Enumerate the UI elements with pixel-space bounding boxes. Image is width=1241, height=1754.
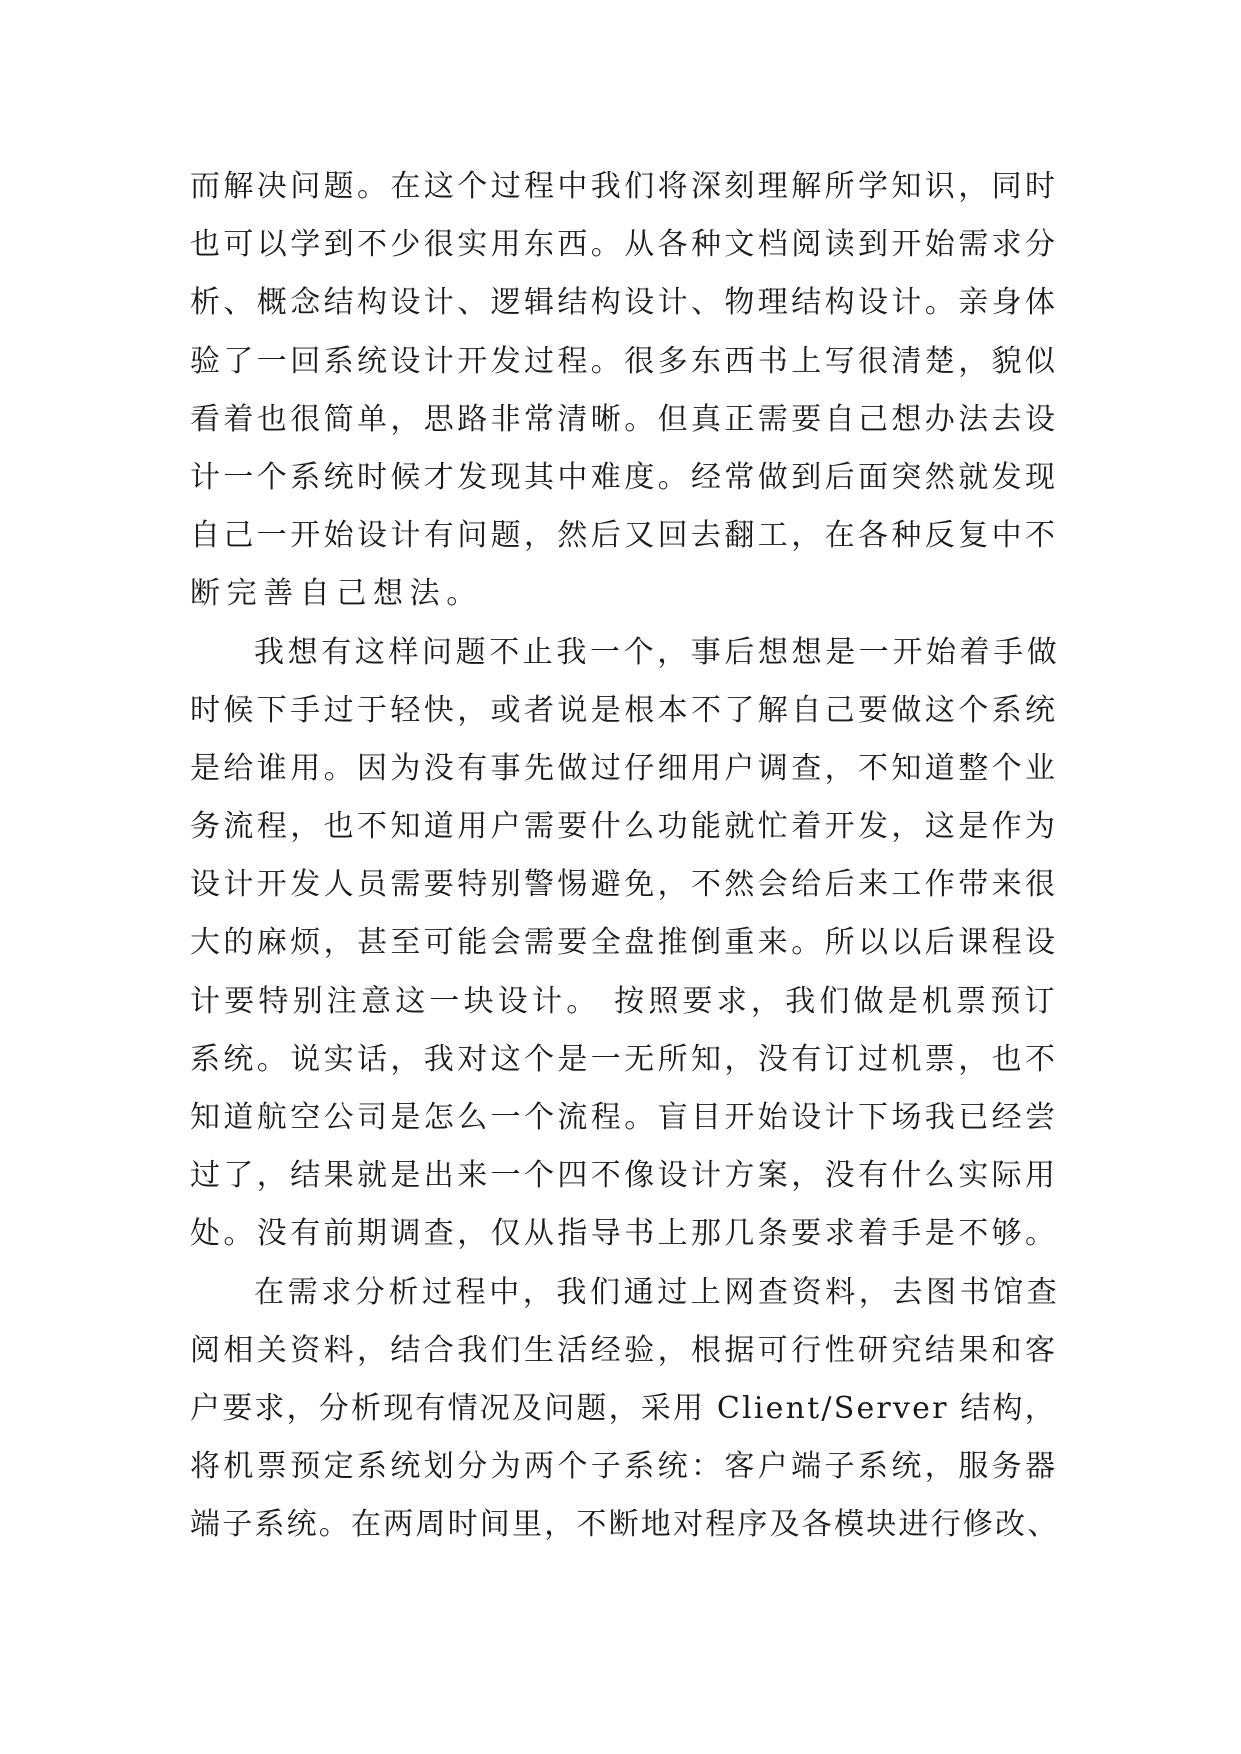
text-line: 设计开发人员需要特别警惕避免，不然会给后来工作带来很 — [190, 867, 1059, 903]
paragraph-start-line: 我想有这样问题不止我一个，事后想想是一开始着手做 — [254, 634, 1061, 670]
text-line: 端子系统。在两周时间里，不断地对程序及各模块进行修改、 — [190, 1507, 1060, 1543]
text-line: 将机票预定系统划分为两个子系统：客户端子系统，服务器 — [190, 1449, 1059, 1485]
text-line: 知道航空公司是怎么一个流程。盲目开始设计下场我已经尝 — [190, 1100, 1059, 1135]
paragraph-start-line: 在需求分析过程中，我们通过上网查资料，去图书馆查 — [254, 1274, 1061, 1310]
text-line: 大的麻烦，甚至可能会需要全盘推倒重来。所以以后课程设 — [190, 925, 1059, 961]
text-line: 而解决问题。在这个过程中我们将深刻理解所学知识，同时 — [190, 169, 1059, 204]
document-body — [190, 158, 1060, 1555]
text-line: 处。没有前期调查，仅从指导书上那几条要求着手是不够。 — [190, 1216, 1059, 1252]
text-line: 过了，结果就是出来一个四不像设计方案，没有什么实际用 — [190, 1158, 1059, 1194]
text-line: 计一个系统时候才发现其中难度。经常做到后面突然就发现 — [190, 459, 1059, 495]
text-line: 断完善自己想法。 — [190, 576, 483, 612]
text-line: 也可以学到不少很实用东西。从各种文档阅读到开始需求分 — [190, 227, 1059, 263]
text-line: 户要求，分析现有情况及问题，采用 Client/Server 结构， — [190, 1390, 1057, 1426]
text-line: 阅相关资料，结合我们生活经验，根据可行性研究结果和客 — [190, 1332, 1059, 1368]
text-line: 计要特别注意这一块设计。 按照要求，我们做是机票预订 — [190, 983, 1059, 1019]
text-line: 时候下手过于轻快，或者说是根本不了解自己要做这个系统 — [190, 692, 1059, 728]
text-line: 看着也很简单，思路非常清晰。但真正需要自己想办法去设 — [190, 401, 1059, 437]
text-line: 析、概念结构设计、逻辑结构设计、物理结构设计。亲身体 — [190, 285, 1059, 321]
text-line: 自己一开始设计有问题，然后又回去翻工，在各种反复中不 — [190, 518, 1059, 554]
text-line: 务流程，也不知道用户需要什么功能就忙着开发，这是作为 — [190, 809, 1059, 845]
text-line: 验了一回系统设计开发过程。很多东西书上写很清楚，貌似 — [190, 343, 1059, 379]
text-line: 系统。说实话，我对这个是一无所知，没有订过机票，也不 — [190, 1041, 1059, 1077]
text-line: 是给谁用。因为没有事先做过仔细用户调查，不知道整个业 — [190, 750, 1059, 786]
